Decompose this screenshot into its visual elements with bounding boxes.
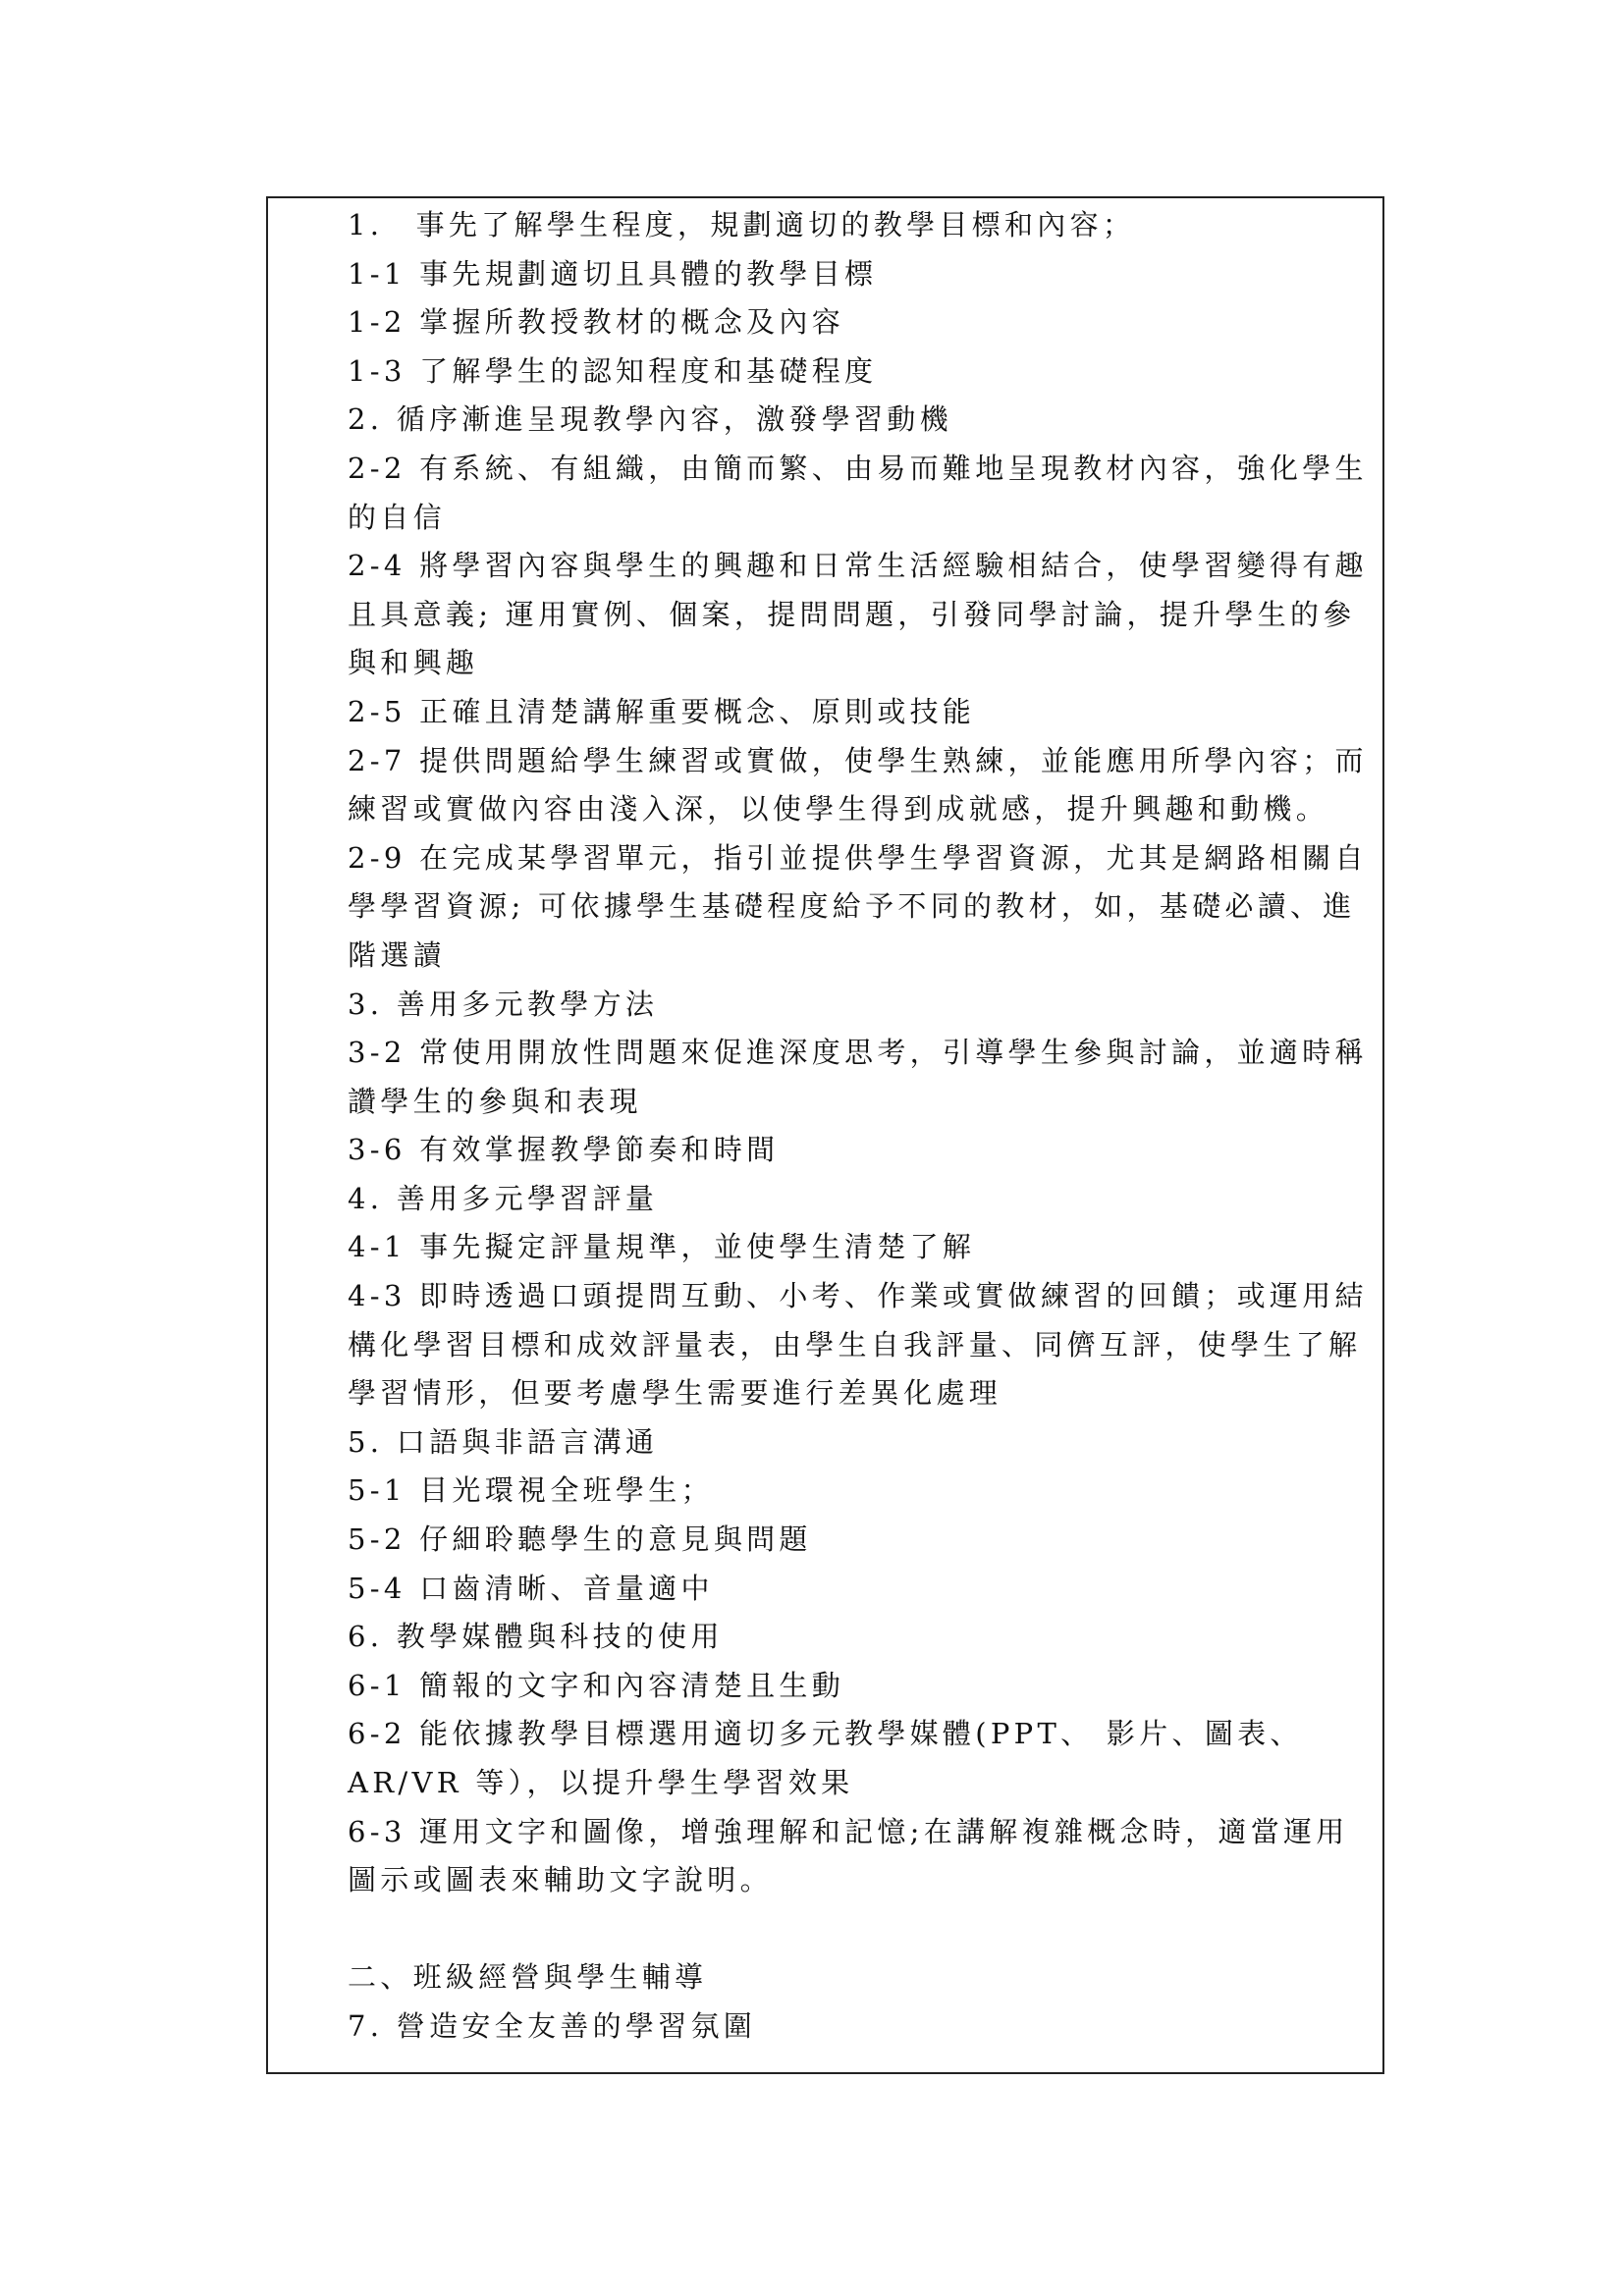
- item-3-6: 3-6 有效掌握教學節奏和時間: [348, 1133, 780, 1167]
- item-5-2: 5-2 仔細聆聽學生的意見與問題: [348, 1522, 812, 1557]
- item-6-2-line-2: AR/VR 等），以提升學生學習效果: [348, 1766, 854, 1799]
- item-2-4-line-2: 且具意義; 運用實例、個案，提問問題，引發同學討論，提升學生的參: [348, 597, 1356, 631]
- item-5-4: 5-4 口齒清晰、音量適中: [348, 1571, 714, 1605]
- item-3-2-line-2: 讚學生的參與和表現: [348, 1084, 642, 1118]
- item-2-4-line-3: 與和興趣: [348, 646, 479, 680]
- item-3-heading: 3. 善用多元教學方法: [348, 987, 659, 1021]
- item-4-1: 4-1 事先擬定評量規準，並使學生清楚了解: [348, 1230, 976, 1264]
- item-1-2: 1-2 掌握所教授教材的概念及內容: [348, 305, 845, 340]
- document-body: [348, 201, 1369, 2052]
- item-2-9-line-3: 階選讀: [348, 937, 446, 972]
- item-7-heading: 7. 營造安全友善的學習氛圍: [348, 2008, 757, 2043]
- item-6-1: 6-1 簡報的文字和內容清楚且生動: [348, 1668, 845, 1702]
- item-2-7-line-2: 練習或實做內容由淺入深，以使學生得到成就感，提升興趣和動機。: [348, 792, 1329, 827]
- item-2-5: 2-5 正確且清楚講解重要概念、原則或技能: [348, 694, 976, 728]
- item-5-1: 5-1 目光環視全班學生；: [348, 1473, 714, 1508]
- item-6-3-line-1: 6-3 運用文字和圖像，增強理解和記憶;在講解複雜概念時，適當運用: [348, 1814, 1349, 1848]
- item-1-3: 1-3 了解學生的認知程度和基礎程度: [348, 353, 878, 388]
- item-4-3-line-3: 學習情形，但要考慮學生需要進行差異化處理: [348, 1376, 1002, 1411]
- item-2-2-line-1: 2-2 有系統、有組織，由簡而繁、由易而難地呈現教材內容，強化學生: [348, 451, 1368, 485]
- item-6-3-line-2: 圖示或圖表來輔助文字說明。: [348, 1863, 773, 1897]
- blank-line: [348, 1905, 1369, 1954]
- item-3-2-line-1: 3-2 常使用開放性問題來促進深度思考，引導學生參與討論，並適時稱: [348, 1036, 1368, 1070]
- item-1-1: 1-1 事先規劃適切且具體的教學目標: [348, 256, 878, 291]
- item-4-3-line-1: 4-3 即時透過口頭提問互動、小考、作業或實做練習的回饋；或運用結: [348, 1279, 1368, 1313]
- item-6-2-line-1: 6-2 能依據教學目標選用適切多元教學媒體(PPT、 影片、圖表、: [348, 1717, 1303, 1751]
- item-4-3-line-2: 構化學習目標和成效評量表，由學生自我評量、同儕互評，使學生了解: [348, 1327, 1362, 1362]
- section-2-heading: 二、班級經營與學生輔導: [348, 1960, 708, 1995]
- item-2-4-line-1: 2-4 將學習內容與學生的興趣和日常生活經驗相結合，使學習變得有趣: [348, 549, 1368, 583]
- item-2-heading: 2. 循序漸進呈現教學內容，激發學習動機: [348, 402, 952, 437]
- item-2-2-line-2: 的自信: [348, 500, 446, 534]
- item-4-heading: 4. 善用多元學習評量: [348, 1181, 659, 1215]
- item-2-7-line-1: 2-7 提供問題給學生練習或實做，使學生熟練，並能應用所學內容；而: [348, 743, 1368, 777]
- item-2-9-line-2: 學學習資源; 可依據學生基礎程度給予不同的教材，如，基礎必讀、進: [348, 889, 1356, 924]
- item-6-heading: 6. 教學媒體與科技的使用: [348, 1620, 724, 1654]
- item-1-heading: 1. 事先了解學生程度，規劃適切的教學目標和內容；: [348, 208, 1136, 241]
- item-2-9-line-1: 2-9 在完成某學習單元，指引並提供學生學習資源，尤其是網路相關自: [348, 840, 1368, 875]
- item-5-heading: 5. 口語與非語言溝通: [348, 1424, 659, 1459]
